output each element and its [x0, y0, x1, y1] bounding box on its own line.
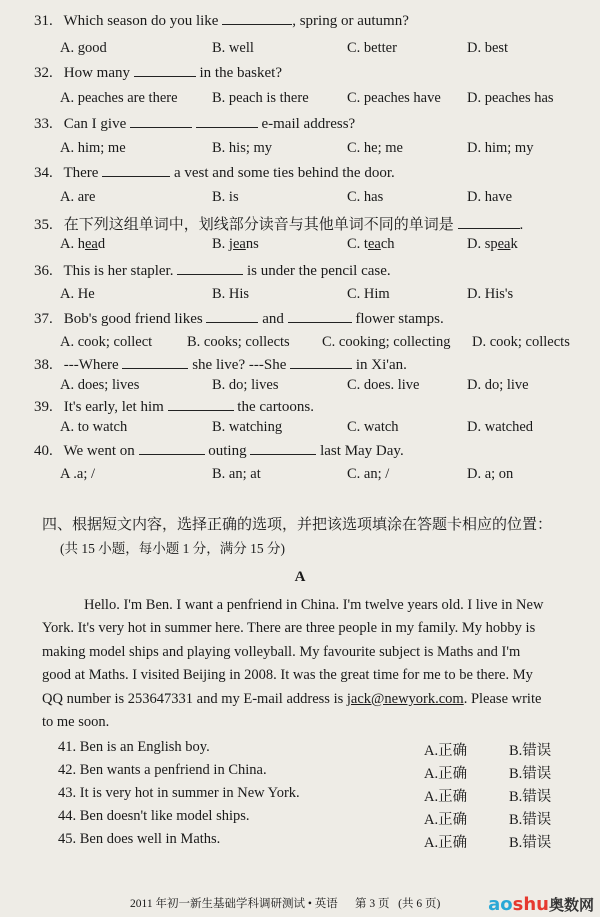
option-d: D. cook; collects	[472, 334, 570, 350]
answer-blank	[458, 216, 520, 229]
question-36: 36. This is her stapler. is under the pencil case.	[34, 263, 391, 279]
section-heading: 四、根据短文内容，选择正确的选项，并把该选项填涂在答题卡相应的位置：	[42, 517, 553, 533]
aoshu-logo: aoshu奥数网	[488, 894, 594, 915]
passage-line: York. It's very hot in summer here. There are three people in my family. My hobby is	[42, 620, 536, 637]
answer-blank	[206, 310, 258, 323]
tf-question-45: 45. Ben does well in Maths.	[58, 831, 221, 847]
option-b: B. His	[212, 286, 250, 302]
tf-option-false: B.错误	[509, 835, 552, 851]
option-b: B. jeans	[212, 236, 259, 252]
passage-line: good at Maths. I visited Beijing in 2008. It was the great time for me to be there. My	[42, 667, 533, 684]
option-c: C. better	[347, 40, 397, 56]
question-31: 31. Which season do you like , spring or autumn?	[34, 13, 409, 29]
option-d: D. peaches has	[467, 90, 554, 106]
question-38: 38. ---Where she live? ---She in Xi'an.	[34, 357, 407, 373]
option-d: D. do; live	[467, 377, 529, 393]
passage-line: QQ number is 253647331 and my E-mail address is jack@newyork.com. Please write	[42, 690, 542, 707]
option-d: D. speak	[467, 236, 518, 252]
tf-option-true: A.正确	[424, 743, 468, 759]
option-a: A. cook; collect	[60, 334, 153, 350]
answer-blank	[196, 115, 258, 128]
option-c: C. cooking; collecting	[322, 334, 451, 350]
tf-question-43: 43. It is very hot in summer in New York.	[58, 785, 300, 801]
answer-blank	[134, 64, 196, 77]
option-a: A. to watch	[60, 419, 128, 435]
tf-question-42: 42. Ben wants a penfriend in China.	[58, 762, 267, 778]
answer-blank	[177, 262, 243, 275]
option-d: D. him; my	[467, 140, 534, 156]
option-c: C. an; /	[347, 466, 390, 482]
option-b: B. do; lives	[212, 377, 279, 393]
option-c: C. he; me	[347, 140, 403, 156]
tf-option-true: A.正确	[424, 812, 468, 828]
answer-blank	[250, 442, 316, 455]
option-a: A. him; me	[60, 140, 126, 156]
passage-line: Hello. I'm Ben. I want a penfriend in China. I'm twelve years old. I live in New	[84, 597, 544, 613]
option-c: C. teach	[347, 236, 395, 252]
answer-blank	[222, 12, 292, 25]
option-d: D. have	[467, 189, 513, 205]
option-b: B. peach is there	[212, 90, 309, 106]
passage-line: to me soon.	[42, 714, 110, 731]
answer-blank	[168, 398, 234, 411]
tf-question-41: 41. Ben is an English boy.	[58, 739, 210, 755]
tf-option-false: B.错误	[509, 812, 552, 828]
question-37: 37. Bob's good friend likes and flower stamps.	[34, 311, 444, 327]
answer-blank	[290, 356, 352, 369]
option-a: A. head	[60, 236, 106, 252]
option-b: B. well	[212, 40, 254, 56]
email-link[interactable]: jack@newyork.com	[346, 690, 464, 707]
option-d: D. best	[467, 40, 509, 56]
option-c: C. Him	[347, 286, 390, 302]
answer-blank	[130, 115, 192, 128]
tf-option-true: A.正确	[424, 835, 468, 851]
option-a: A .a; /	[60, 466, 96, 482]
answer-blank	[288, 310, 352, 323]
tf-option-true: A.正确	[424, 766, 468, 782]
tf-question-44: 44. Ben doesn't like model ships.	[58, 808, 250, 824]
option-b: B. watching	[212, 419, 283, 435]
option-a: A. good	[60, 40, 107, 56]
option-b: B. his; my	[212, 140, 273, 156]
answer-blank	[122, 356, 188, 369]
option-b: B. is	[212, 189, 239, 205]
question-35: 35. 在下列这组单词中，划线部分读音与其他单词不同的单词是 .	[34, 217, 524, 233]
page-footer: 2011 年初一新生基础学科调研测试 • 英语 第 3 页 (共 6 页)	[130, 898, 441, 910]
option-b: B. cooks; collects	[187, 334, 290, 350]
option-a: A. does; lives	[60, 377, 140, 393]
question-40: 40. We went on outing last May Day.	[34, 443, 404, 459]
option-a: A. He	[60, 286, 95, 302]
question-39: 39. It's early, let him the cartoons.	[34, 399, 314, 415]
tf-option-false: B.错误	[509, 743, 552, 759]
question-33: 33. Can I give e-mail address?	[34, 116, 356, 132]
option-d: D. a; on	[467, 466, 514, 482]
tf-option-false: B.错误	[509, 789, 552, 805]
question-32: 32. How many in the basket?	[34, 65, 282, 81]
option-c: C. does. live	[347, 377, 420, 393]
option-a: A. are	[60, 189, 96, 205]
question-34: 34. There a vest and some ties behind the door.	[34, 165, 395, 181]
option-c: C. watch	[347, 419, 399, 435]
answer-blank	[102, 164, 170, 177]
answer-blank	[139, 442, 205, 455]
option-c: C. has	[347, 189, 384, 205]
passage-line: making model ships and playing volleyball. My favourite subject is Maths and I'm	[42, 643, 521, 660]
option-b: B. an; at	[212, 466, 261, 482]
option-a: A. peaches are there	[60, 90, 178, 106]
option-d: D. His's	[467, 286, 514, 302]
passage	[42, 594, 563, 734]
option-c: C. peaches have	[347, 90, 441, 106]
tf-option-false: B.错误	[509, 766, 552, 782]
section-note: (共 15 小题，每小题 1 分，满分 15 分)	[60, 541, 285, 556]
option-d: D. watched	[467, 419, 534, 435]
tf-option-true: A.正确	[424, 789, 468, 805]
passage-label: A	[294, 569, 306, 585]
